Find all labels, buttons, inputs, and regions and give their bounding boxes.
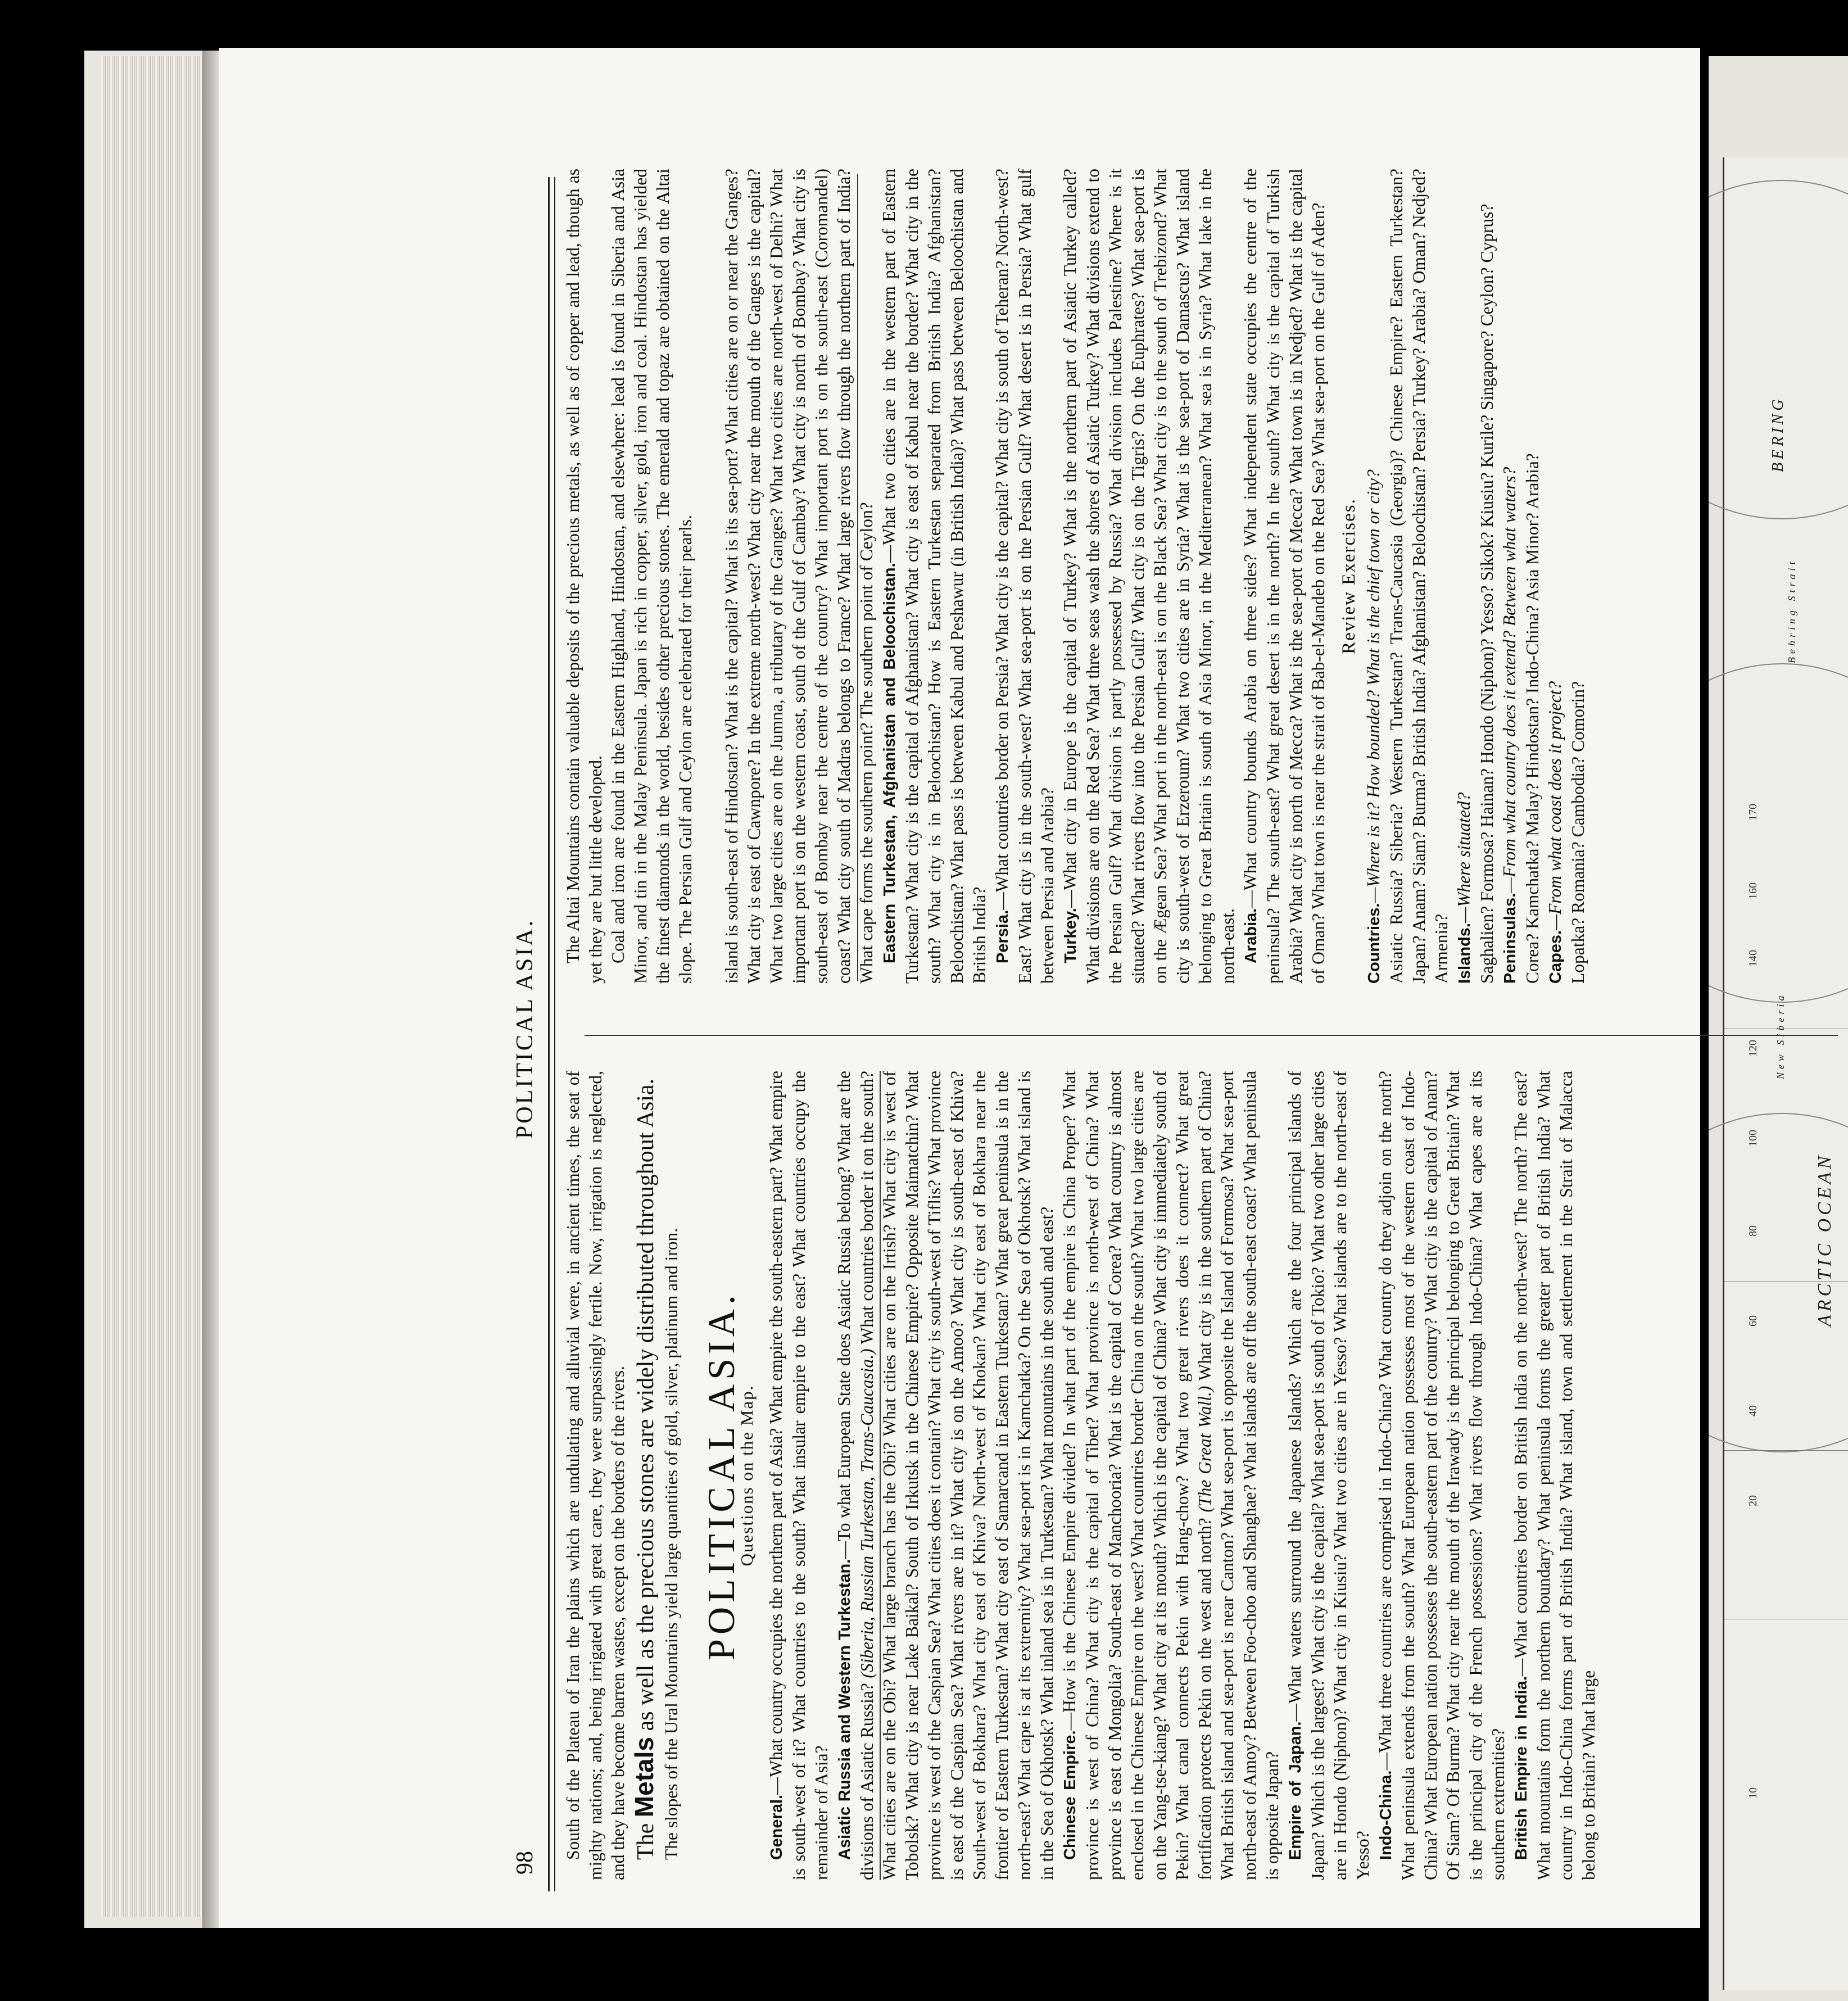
map-label-strait: Behring Strait <box>1786 558 1797 663</box>
british-india-continued: island is south-east of Hindostan? What is the capital? What is its sea-port? What cities are on or near the Ganges? What city is east of Cawnpore? In the extreme north-west? What city near the mouth of the Ganges is the capital? What two large cities are on the Jumna, a tributary of the Ganges? What two cities are north-west of Delhi? What important port is on the western coast, south of the Gulf of Cambay? What city is north of Bombay? What city is south-east of Bombay near the centre of the country? What important port is on the south-east (Coromandel) coast? What city south of Madras belongs to France? What large rivers flow through the northern part of India? What cape forms the southern point? The southern point of Ceylon? <box>722 169 876 984</box>
map-longitude: 170 <box>1747 804 1759 821</box>
indo-china-paragraph <box>1374 1071 1510 1880</box>
indo-china-heading: Indo-China. <box>1377 1770 1395 1860</box>
column-divider <box>585 1035 1838 1036</box>
map-longitude: 80 <box>1747 1225 1759 1237</box>
map-longitude: 60 <box>1747 1315 1759 1327</box>
map-longitude: 10 <box>1747 1787 1759 1799</box>
chinese-empire-text-2: What city is in the southern part of China? What British island and sea-port is near Canton? What sea-port is opposite the Island of Formosa? What sea-port north-east of Amoy? Between Foo-choo and Shanghae? What islands are off the south-east coast? What peninsula is opposite Japan? <box>1195 1071 1282 1880</box>
asiatic-russia-text-2: What countries border it on the south? What cities are on the Obi? What large branch has the Obi? What cities are on the Irtish? What city is west of Tobolsk? What city is near Lake Baikal? South of Irkutsk in the Chinese Empire? Opposite Maimatchin? What province is west of the Caspian Sea? What cities does it contain? What city is south-west of Tiflis? What province is east of the Caspian Sea? What rivers are in it? What city is on the Amoo? What city is south-east of Khiva? South-west of Bokhara? What city east of Khiva? North-west of Khokan? What city east of Bokhara near the frontier of Eastern Turkestan? What city east of Samarcand in Eastern Turkestan? What great peninsula is in the north-east? What cape is at its extremity? What sea-port is in Kamchatka? On the Sea of Okhotsk? What island is in the Sea of Okhotsk? What inland sea is in Turkestan? What mountains in the south and east? <box>857 1071 1057 1880</box>
chinese-empire-text-1: —How is the Chinese Empire divided? In what part of the empire is China Proper? What province is west of China? What city is the capital of Tibet? What province is north-west of China? What province is east of Mongolia? South-east of Manchooria? What is the capital of Corea? What country is almost enclosed in the Chinese Empire on the west? What countries border China on the south? What two large cities are on the Yang-tse-kiang? What city at its mouth? Which is the capital of China? What city is immediately south of Pekin? What canal connects Pekin with Hang-chow? What two great rivers does it connect? What great fortification protects Pekin on the west and north? <box>1059 1071 1215 1880</box>
capes-list: Lopatka? Romania? Cambodia? Comorin? <box>1568 681 1588 984</box>
asiatic-russia-italic: (Siberia, Russian Turkestan, Trans-Caucasia.) <box>857 1348 877 1678</box>
map-longitude: 100 <box>1747 1130 1759 1147</box>
japan-text: —What waters surround the Japanese Islands? Which are the four principal islands of Japan? Which is the largest? What city is the capital? What sea-port is south of Tokio? What two other large cities are in Hondo (Niphon)? What city in Kiusiu? What two cities are in Yesso? What islands are to the north-east of Yesso? <box>1285 1071 1373 1880</box>
countries-prompt: —Where is it? How bounded? What is the chief town or city? <box>1364 469 1383 903</box>
peninsulas-prompt-line <box>1498 169 1521 984</box>
arabia-paragraph <box>1239 169 1330 984</box>
asiatic-russia-paragraph <box>833 1071 1058 1880</box>
page-content-rotated <box>391 34 1848 1914</box>
british-india-text: —What countries border on British India on the north-west? The north? The east? What mountains form the northern boundary? What peninsula forms the greater part of British India? What country in Indo-China forms part of British India? What island, town and settlement in the Strait of Malacca belong to Britain? What large <box>1511 1070 1598 1880</box>
persia-paragraph <box>991 169 1059 984</box>
countries-heading: Countries. <box>1365 903 1383 984</box>
spacer <box>697 169 705 984</box>
general-paragraph <box>765 1071 833 1880</box>
eastern-turkestan-paragraph <box>878 169 991 984</box>
countries-list: Asiatic Russia? Siberia? Western Turkestan? Trans-Caucasia (Georgia)? Chinese Empire? Eastern Turkestan? Japan? Anam? Siam? Burma? British India? Afghanistan? Beloochistan? Persia? Turkey? Arabia? Oman? Nedjed? Armenia? <box>1387 169 1451 984</box>
spacer <box>713 169 721 984</box>
japan-heading: Empire of Japan. <box>1287 1721 1305 1860</box>
metals-paragraph <box>629 1071 660 1880</box>
persia-heading: Persia. <box>994 909 1012 963</box>
map-longitude: 40 <box>1747 1405 1759 1416</box>
metals-prefix: The <box>633 1823 659 1860</box>
section-subtitle: Questions on the Map. <box>737 1384 757 1567</box>
peninsulas-prompt: —From what country does it extend? Between what waters? <box>1500 467 1519 893</box>
countries-prompt-line <box>1362 169 1385 984</box>
map-label-ocean: ARCTIC OCEAN <box>1814 1152 1835 1327</box>
british-india-paragraph <box>1510 1071 1600 1880</box>
map-longitude: 160 <box>1747 882 1759 899</box>
indo-china-text: —What three countries are comprised in Indo-China? What country do they adjoin on the north? What peninsula extends from the south? What European nation possesses most of the western coast of Indo-China? What European nation possesses the south-eastern part of the country? What city is the capital of Anam? Of Siam? Of Burma? What city near the mouth of the Irawady is the principal belonging to Great Britain? What is the principal city of the French possessions? What rivers flow through Indo-China? What capes are at its southern extremities? <box>1375 1071 1508 1880</box>
asiatic-russia-heading: Asiatic Russia and Western Turkestan. <box>836 1559 854 1860</box>
review-title: Review Exercises. <box>1339 498 1359 654</box>
spacer <box>705 169 713 984</box>
eastern-turkestan-text: —What two cities are in the western part of Eastern Turkestan? What city is the capital of Afghanistan? What city is east of Kabul near the border? What city in the south? What city is in Beloochistan? How is Eastern Turkestan separated from British India? Afghanistan? Beloochistan? What pass is between Kabul and Peshawur (in British India)? What pass between Beloochistan and British India? <box>879 169 989 984</box>
capes-prompt: —From what coast does it project? <box>1545 681 1565 930</box>
left-column <box>562 1071 1600 1880</box>
general-heading: General. <box>768 1794 786 1860</box>
asiatic-russia-text-1: —To what European State does Asiatic Russia belong? What are the divisions of Asiatic Russia? <box>834 1071 877 1880</box>
page-number: 98 <box>512 1851 538 1875</box>
peninsulas-list: Corea? Kamchatka? Malay? Hindostan? Indo-China? Asia Minor? Arabia? <box>1523 453 1542 984</box>
arabia-heading: Arabia. <box>1242 908 1260 963</box>
persia-text: —What countries border on Persia? What city is the capital? What city is south of Teheran? North-west? East? What city is in the south-west? What sea-port is on the Persian Gulf? What desert is in Persia? What gulf between Persia and Arabia? <box>992 169 1057 984</box>
header-rule <box>548 177 555 1891</box>
altai-paragraph: The Altai Mountains contain valuable deposits of the precious metals, as well as of copper and lead, though as yet they are but little developed. <box>563 169 605 984</box>
turkey-text: —What city in Europe is the capital of Turkey? What is the northern part of Asiatic Turkey called? What divisions are on the Red Sea? What three seas wash the shores of Asiatic Turkey? What divisions extend to the Persian Gulf? What division is partly possessed by Russia? What division includes Palestine? Where is it situated? What rivers flow into the Persian Gulf? What city is on the Tigris? On the Euphrates? What sea-port is on the Ægean Sea? What port in the north-east is on the Black Sea? What city is to the south of Trebizond? What city is south-west of Erzeroum? What two cities are in Syria? What is the sea-port of Damascus? What island belonging to Great Britain is south of Asia Minor, in the Mediterranean? What sea is in Syria? What lake in the north-east. <box>1060 169 1238 984</box>
chinese-empire-italic: (The Great Wall.) <box>1195 1386 1215 1513</box>
map-longitude: 140 <box>1747 950 1759 967</box>
map-longitude: 120 <box>1747 1040 1759 1057</box>
islands-prompt: —Where situated? <box>1454 792 1474 923</box>
iran-paragraph: South of the Plateau of Iran the plains which are undulating and alluvial were, in ancient times, the seat of mighty nations; and, being irrigated with great care, they were surpassingly fertile. Now, irrigation is neglected, and they have become barren wastes, except on the borders of the rivers. <box>563 1071 628 1880</box>
map-longitude: 20 <box>1747 1495 1759 1506</box>
spacer <box>691 1071 699 1880</box>
running-title: POLITICAL ASIA. <box>512 918 538 1139</box>
page-header <box>511 171 551 1886</box>
metals-term: Metals <box>629 1737 659 1818</box>
eastern-turkestan-heading: Eastern Turkestan, Afghanistan and Beloochistan. <box>881 563 899 963</box>
british-india-heading: British Empire in India. <box>1512 1676 1530 1860</box>
right-column <box>562 169 1589 984</box>
spacer <box>683 1071 691 1880</box>
capes-heading: Capes. <box>1547 930 1565 984</box>
ural-paragraph: The slopes of the Ural Mountains yield large quantities of gold, silver, platinum and iron. <box>662 1228 681 1860</box>
capes-prompt-line <box>1544 169 1567 984</box>
chinese-empire-paragraph <box>1058 1071 1284 1880</box>
arabia-text: —What country bounds Arabia on three sides? What independent state occupies the centre of the peninsula? The south-east? What great desert is in the north? In the south? What city is the capital of Turkish Arabia? What city is north of Mecca? What is the sea-port of Mecca? What town is in Nedjed? What is the capital of Oman? What town is near the strait of Bab-el-Mandeb on the Red Sea? What sea-port on the Gulf of Aden? <box>1240 169 1328 984</box>
islands-heading: Islands. <box>1456 923 1474 984</box>
islands-list: Saghalien? Formosa? Hainan? Hondo (Niphon)? Yesso? Sikok? Kiusiu? Kurile? Singapore? Ceylon? Cyprus? <box>1477 203 1497 984</box>
chinese-empire-heading: Chinese Empire. <box>1061 1730 1079 1860</box>
map-label-bering: BERING <box>1769 396 1787 472</box>
page-edges <box>101 56 216 1917</box>
coal-paragraph: Coal and iron are found in the Eastern Highland, Hindostan, and elsewhere: lead is found in Siberia and Asia Minor, and tin in the Malay Peninsula. Japan is rich in copper, silver, gold, iron and coal. Hindostan has yielded the finest diamonds in the world, besides other precious stones. The emerald and topaz are obtained on the Altai slope. The Persian Gulf and Ceylon are celebrated for their pearls. <box>608 169 695 984</box>
metals-text: as well as the precious stones are widely distributed throughout Asia. <box>633 1078 659 1731</box>
japan-paragraph <box>1284 1071 1374 1880</box>
general-text: —What country occupies the northern part of Asia? What empire the south-eastern part? What empire is south-west of it? What countries to the south? What insular empire to the east? What countries occupy the remainder of Asia? <box>766 1071 831 1880</box>
turkey-heading: Turkey. <box>1062 908 1080 963</box>
peninsulas-heading: Peninsulas. <box>1501 893 1519 984</box>
islands-prompt-line <box>1453 169 1476 984</box>
turkey-paragraph <box>1059 169 1239 984</box>
section-title: POLITICAL ASIA. <box>700 1291 742 1660</box>
